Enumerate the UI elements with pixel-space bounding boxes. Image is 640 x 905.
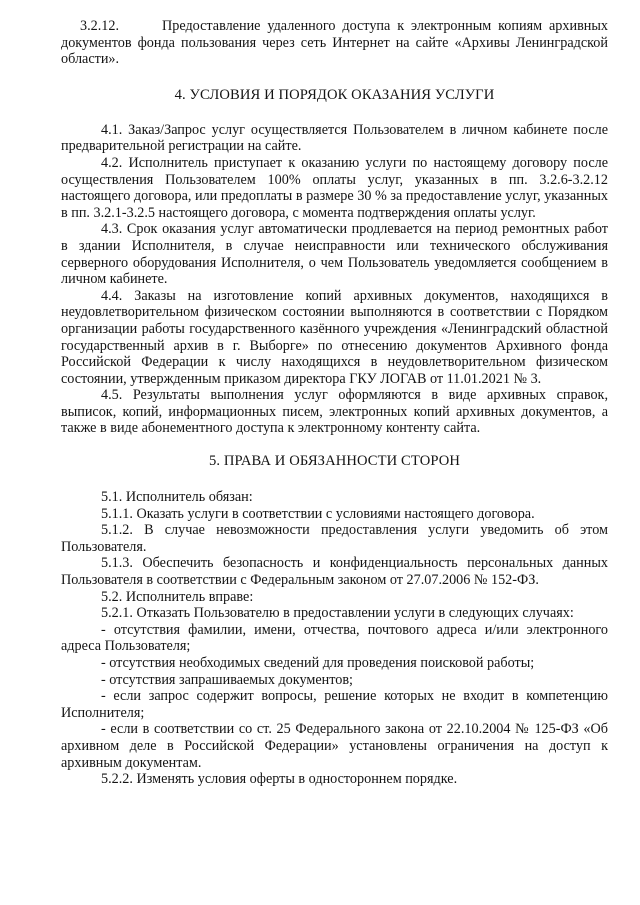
clause-5-1-2: 5.1.2. В случае невозможности предоставления услуги уведомить об этом Пользователя. <box>61 522 608 555</box>
clause-4-1: 4.1. Заказ/Запрос услуг осуществляется Пользователем в личном кабинете после предварительной регистрации на сайте. <box>61 121 608 155</box>
section-4-title: 4. УСЛОВИЯ И ПОРЯДОК ОКАЗАНИЯ УСЛУГИ <box>174 86 495 103</box>
refusal-case-access-restriction: - если в соответствии со ст. 25 Федерального закона от 22.10.2004 № 125-ФЗ «Об архивном деле в Российской Федерации» установлены ограничения на доступ к архивным документам. <box>61 721 608 771</box>
clause-number: 3.2.12. <box>80 18 120 34</box>
clause-4-5: 4.5. Результаты выполнения услуг оформляются в виде архивных справок, выписок, копий, информационных писем, электронных копий архивных документов, а также в виде абонементного доступа к электронному контенту сайта. <box>61 387 608 437</box>
clause-4-4: 4.4. Заказы на изготовление копий архивных документов, находящихся в неудовлетворительном физическом состоянии выполняются в соответствии с Порядком организации работы государственного казённого учреждения «Ленинградский областной государственный архив в г. Выборге» по отнесению документов Архивного фонда Российской Федерации к числу находящихся в неудовлетворительном физическом состоянии, утвержденным приказом директора ГКУ ЛОГАВ от 11.01.2021 № 3. <box>61 287 608 387</box>
clause-5-2: 5.2. Исполнитель вправе: <box>101 588 254 605</box>
clause-3-2-12 <box>61 18 608 68</box>
clause-4-3: 4.3. Срок оказания услуг автоматически продлевается на период ремонтных работ в здании Исполнителя, в случае неисправности или технического обслуживания серверного оборудования Исполнителя, о чем Пользователь уведомляется сообщением в личном кабинете. <box>61 221 608 288</box>
refusal-case-missing-info: - отсутствия необходимых сведений для проведения поисковой работы; <box>101 655 535 671</box>
refusal-case-missing-documents: - отсутствия запрашиваемых документов; <box>101 671 353 688</box>
clause-5-2-1: 5.2.1. Отказать Пользователю в предоставлении услуги в следующих случаях: <box>101 605 574 622</box>
refusal-case-name-address: - отсутствия фамилии, имени, отчества, почтового адреса и/или электронного адреса Пользователя; <box>61 621 608 655</box>
refusal-case-competence: - если запрос содержит вопросы, решение которых не входит в компетенцию Исполнителя; <box>61 688 608 721</box>
section-5-title: 5. ПРАВА И ОБЯЗАННОСТИ СТОРОН <box>208 453 461 470</box>
clause-5-1-3: 5.1.3. Обеспечить безопасность и конфиденциальность персональных данных Пользователя в соответствии с Федеральным законом от 27.07.2006 № 152-ФЗ. <box>61 555 608 589</box>
clause-4-2: 4.2. Исполнитель приступает к оказанию услуги по настоящему договору после осуществления Пользователем 100% оплаты услуг, указанных в пп. 3.2.6-3.2.12 настоящего договора, или предоплаты в размере 30 % за предоставление услуг, указанных в пп. 3.2.1-3.2.5 настоящего договора, с момента подтверждения оплаты услуг. <box>61 154 608 221</box>
clause-5-1-1: 5.1.1. Оказать услуги в соответствии с условиями настоящего договора. <box>101 505 535 522</box>
clause-text: Предоставление удаленного доступа к электронным копиям архивных документов фонда пользования через сеть Интернет на сайте «Архивы Ленинградской области». <box>61 18 608 68</box>
clause-5-1: 5.1. Исполнитель обязан: <box>101 489 253 506</box>
clause-5-2-2: 5.2.2. Изменять условия оферты в одностороннем порядке. <box>101 771 458 788</box>
